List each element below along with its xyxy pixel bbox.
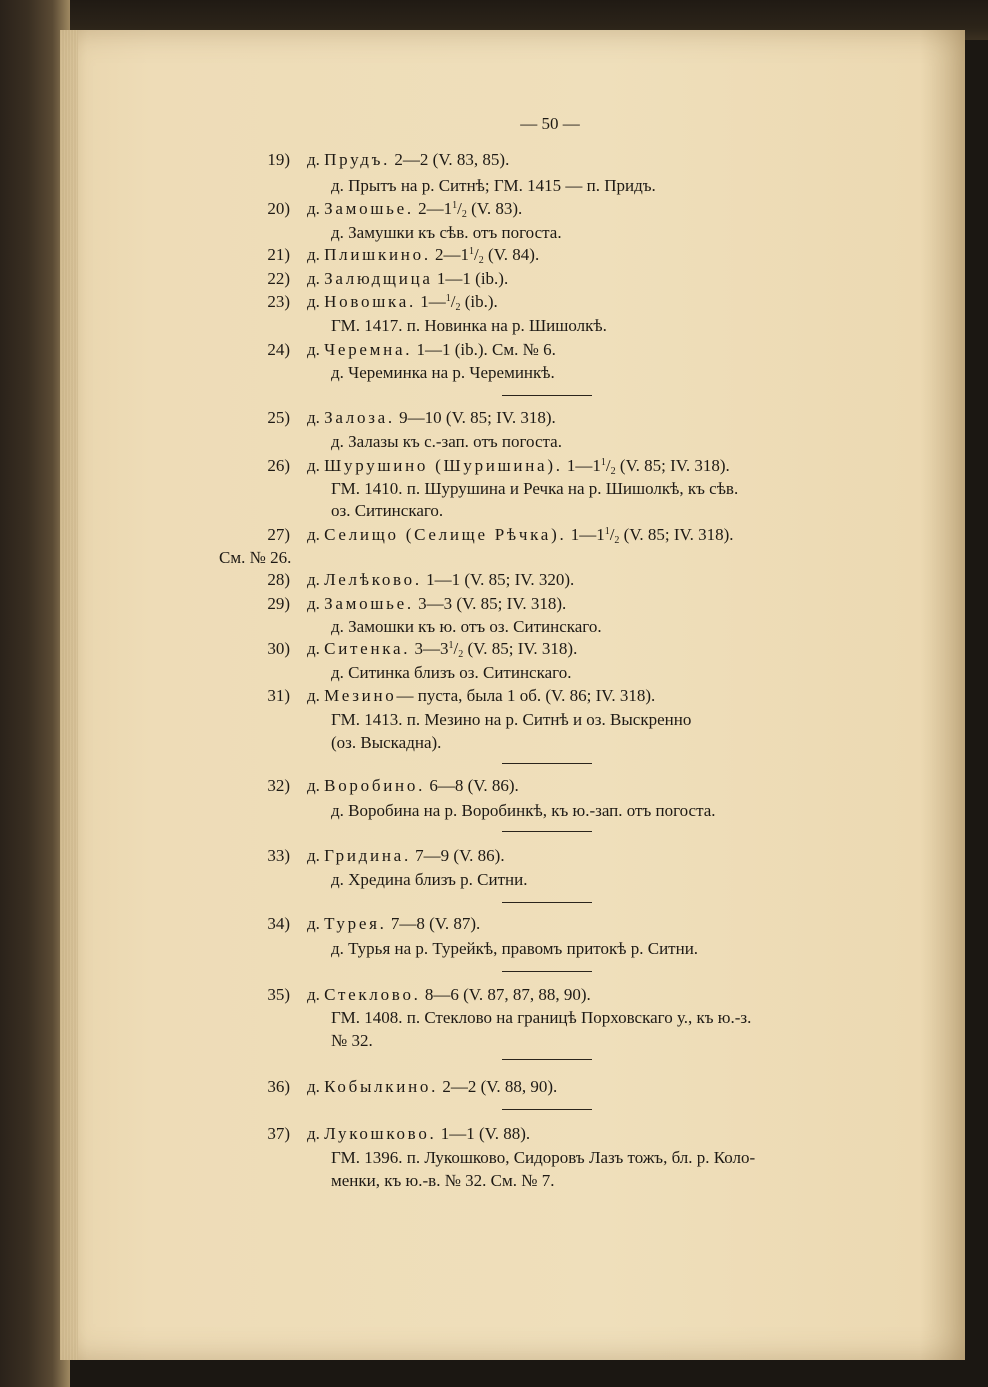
- settlement-name: Турея.: [324, 914, 387, 933]
- page-number: — 50 —: [520, 114, 580, 133]
- section-separator: [502, 763, 592, 764]
- section-separator: [502, 902, 592, 903]
- settlement-name: Залюдщица: [324, 269, 433, 288]
- entry-line: д. Залоза. 9—10 (V. 85; IV. 318).: [307, 408, 556, 427]
- entry-note: д. Ситинка близъ оз. Ситинскаго.: [331, 663, 572, 682]
- section-separator: [502, 971, 592, 972]
- section-separator: [502, 1109, 592, 1110]
- entry-line: д. Лелѣково. 1—1 (V. 85; IV. 320).: [307, 570, 575, 589]
- entry-note: д. Турья на р. Турейкѣ, правомъ притокѣ р. Ситни.: [331, 939, 699, 958]
- settlement-name: Новошка.: [324, 292, 416, 311]
- entry-line: д. Шурушино (Шуришина). $1—1^1/_2$ (V. 85; IV. 318).: [307, 456, 730, 477]
- entry-note: менки, къ ю.-в. № 32. См. № 7.: [331, 1171, 555, 1190]
- entry-line: д. Селищо (Селище Рѣчка). $1—1^1/_2$ (V. 85; IV. 318).: [307, 525, 734, 546]
- settlement-name: Черемна.: [324, 340, 413, 359]
- settlement-name: Шурушино (Шуришина).: [324, 456, 563, 475]
- entry-line: д. Стеклово. 8—6 (V. 87, 87, 88, 90).: [307, 985, 591, 1004]
- entry-line: д. Замошье. 3—3 (V. 85; IV. 318).: [307, 594, 567, 613]
- entry-number: 20): [267, 199, 290, 218]
- entry-line: д. Воробино. 6—8 (V. 86).: [307, 776, 519, 795]
- entry-number: 21): [267, 245, 290, 264]
- entry-number: 29): [267, 594, 290, 613]
- entry-number: 25): [267, 408, 290, 427]
- section-separator: [502, 1059, 592, 1060]
- entry-number: 22): [267, 269, 290, 288]
- entry-line: д. Черемна. 1—1 (ib.). См. № 6.: [307, 340, 556, 359]
- settlement-name: Залоза.: [324, 408, 395, 427]
- entry-line: д. Мезино— пуста, была 1 об. (V. 86; IV. 318).: [307, 686, 656, 705]
- entry-note: д. Воробина на р. Воробинкѣ, къ ю.-зап. отъ погоста.: [331, 801, 716, 820]
- entry-number: 24): [267, 340, 290, 359]
- section-separator: [502, 831, 592, 832]
- entry-note: См. № 26.: [219, 548, 292, 567]
- entry-note: д. Череминка на р. Череминкѣ.: [331, 363, 555, 382]
- settlement-name: Кобылкино.: [324, 1077, 439, 1096]
- entry-number: 32): [267, 776, 290, 795]
- settlement-name: Лелѣково.: [324, 570, 422, 589]
- entry-number: 36): [267, 1077, 290, 1096]
- entry-note: д. Хредина близъ р. Ситни.: [331, 870, 528, 889]
- entry-note: д. Замушки къ сѣв. отъ погоста.: [331, 223, 562, 242]
- entry-number: 28): [267, 570, 290, 589]
- entry-number: 35): [267, 985, 290, 1004]
- entry-note: ГМ. 1417. п. Новинка на р. Шишолкѣ.: [331, 316, 607, 335]
- entry-number: 19): [267, 150, 290, 169]
- entry-number: 30): [267, 639, 290, 658]
- entry-line: д. Плишкино. $2—1^1/_2$ (V. 84).: [307, 245, 540, 266]
- entry-note: ГМ. 1410. п. Шурушина и Речка на р. Шишолкѣ, къ сѣв.: [331, 479, 739, 498]
- entry-note: д. Прытъ на р. Ситнѣ; ГМ. 1415 — п. Придъ.: [331, 176, 656, 195]
- entry-line: д. Турея. 7—8 (V. 87).: [307, 914, 481, 933]
- entry-number: 27): [267, 525, 290, 544]
- settlement-name: Ситенка.: [324, 639, 411, 658]
- settlement-name: Селищо (Селище Рѣчка).: [324, 525, 567, 544]
- settlement-name: Прудъ.: [324, 150, 391, 169]
- entry-note: ГМ. 1396. п. Лукошково, Сидоровъ Лазъ тожъ, бл. р. Коло-: [331, 1148, 756, 1167]
- entry-note: ГМ. 1408. п. Стеклово на границѣ Порховскаго у., къ ю.-з.: [331, 1008, 752, 1027]
- entry-line: д. Залюдщица 1—1 (ib.).: [307, 269, 509, 288]
- entry-line: д. Кобылкино. 2—2 (V. 88, 90).: [307, 1077, 558, 1096]
- entry-number: 31): [267, 686, 290, 705]
- entry-line: д. Замошье. $2—1^1/_2$ (V. 83).: [307, 199, 523, 220]
- entry-line: д. Ситенка. $3—3^1/_2$ (V. 85; IV. 318).: [307, 639, 578, 660]
- entry-number: 23): [267, 292, 290, 311]
- settlement-name: Гридина.: [324, 846, 411, 865]
- entry-note: д. Замошки къ ю. отъ оз. Ситинскаго.: [331, 617, 602, 636]
- entry-line: д. Гридина. 7—9 (V. 86).: [307, 846, 505, 865]
- settlement-name: Мезино: [324, 686, 397, 705]
- entry-note: д. Залазы къ с.-зап. отъ погоста.: [331, 432, 562, 451]
- entry-note: оз. Ситинскаго.: [331, 501, 444, 520]
- entry-number: 37): [267, 1124, 290, 1143]
- settlement-name: Стеклово.: [324, 985, 421, 1004]
- entry-number: 33): [267, 846, 290, 865]
- entry-note: (оз. Выскадна).: [331, 733, 442, 752]
- entry-number: 34): [267, 914, 290, 933]
- settlement-name: Лукошково.: [324, 1124, 437, 1143]
- section-separator: [502, 395, 592, 396]
- settlement-name: Замошье.: [324, 594, 414, 613]
- entry-line: д. Новошка. $1—^1/_2$ (ib.).: [307, 292, 498, 313]
- settlement-name: Замошье.: [324, 199, 414, 218]
- entry-note: ГМ. 1413. п. Мезино на р. Ситнѣ и оз. Выскренно: [331, 710, 692, 729]
- entry-line: д. Лукошково. 1—1 (V. 88).: [307, 1124, 531, 1143]
- settlement-name: Воробино.: [324, 776, 426, 795]
- entry-number: 26): [267, 456, 290, 475]
- entry-note: № 32.: [331, 1031, 373, 1050]
- settlement-name: Плишкино.: [324, 245, 431, 264]
- entry-line: д. Прудъ. 2—2 (V. 83, 85).: [307, 150, 510, 169]
